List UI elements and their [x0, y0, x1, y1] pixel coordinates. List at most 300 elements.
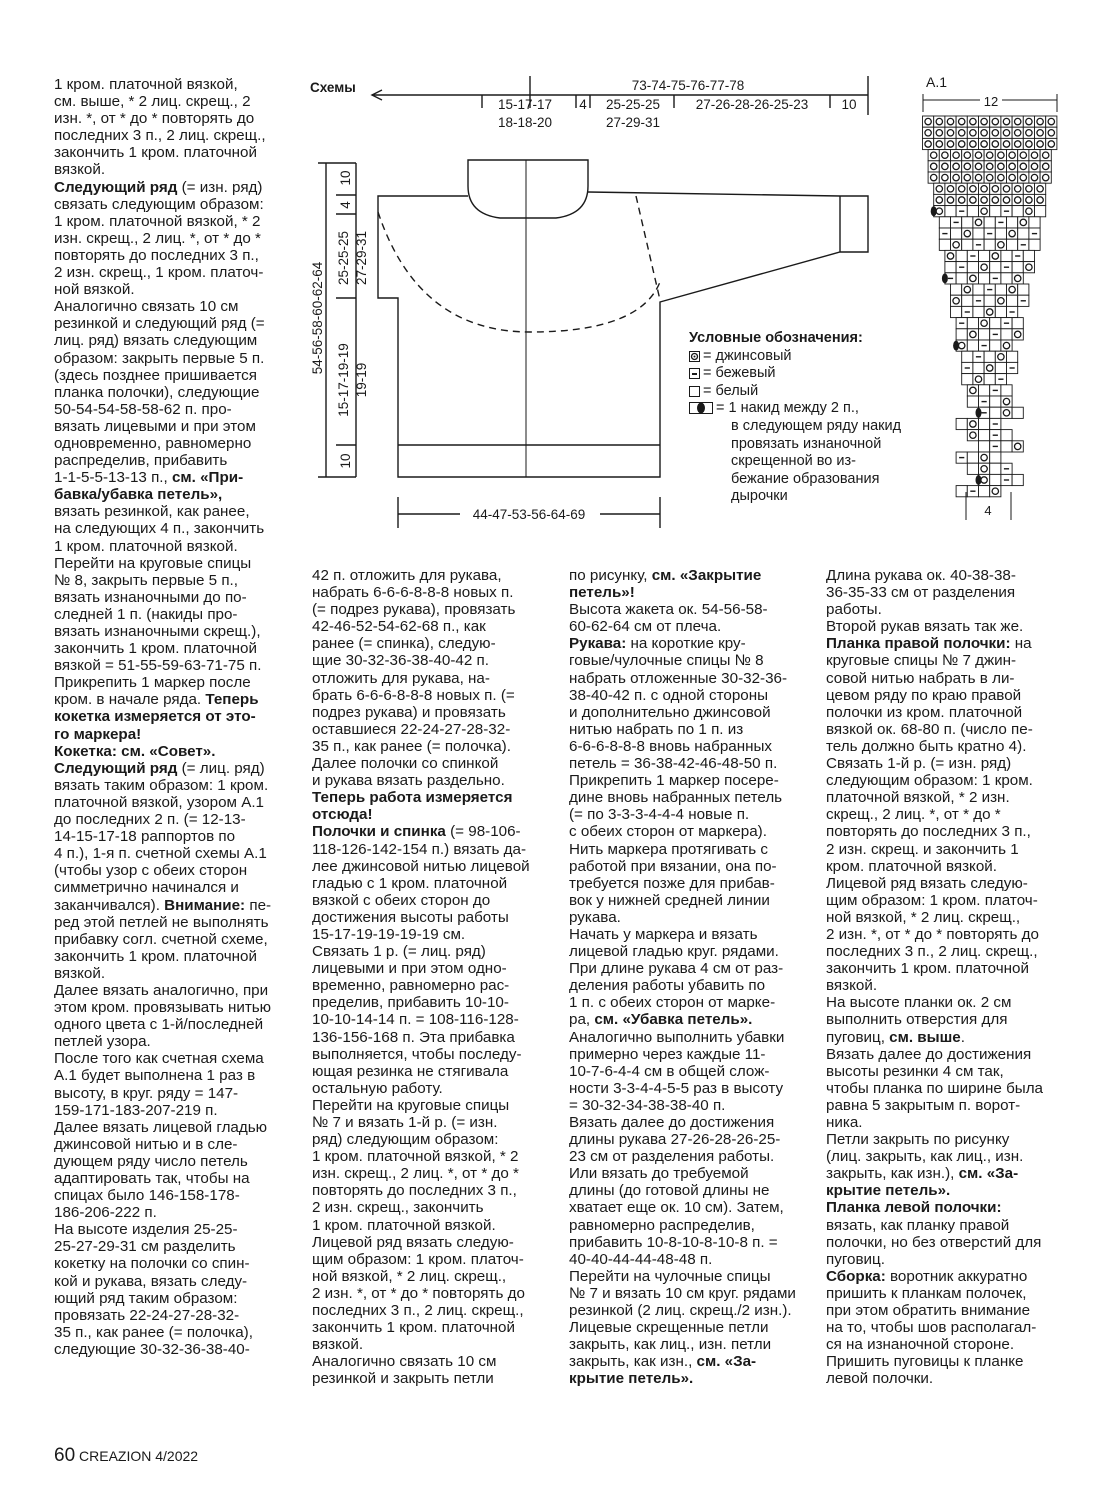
chart-cell: [967, 329, 978, 340]
text-line: одного цвета с 1-й/последней: [54, 1016, 264, 1034]
text-line: равна 5 закрытым п. ворот-: [826, 1096, 1021, 1114]
left-10-top-label: 10: [338, 170, 353, 186]
chart-cell: [951, 150, 962, 161]
text-line: петель»!: [569, 584, 635, 602]
text-line: Связать 1-й р. (= изн. ряд): [826, 755, 1012, 773]
chart-cell: [979, 452, 990, 463]
chart-cell: [995, 295, 1006, 306]
text-line: 25-27-29-31 см разделить: [54, 1238, 236, 1256]
seg-sleeve-label: 27-26-28-26-25-23: [695, 97, 809, 112]
text-line: следней 1 п. (накиды про-: [54, 605, 238, 623]
chart-cell: [984, 306, 995, 317]
chart-cell: [928, 172, 939, 183]
chart-cell: [923, 127, 934, 138]
chart-cell: [1023, 183, 1034, 194]
chart-cell: [973, 217, 984, 228]
text-line: 42-46-52-54-62-68 п., как: [312, 618, 486, 636]
text-line: резинкой и следующий ряд (=: [54, 315, 265, 333]
text-line: 10-10-14-14 п. = 108-116-128-: [312, 1011, 519, 1029]
chart-cell: [962, 374, 973, 385]
beige-stitch-mark: [998, 379, 1003, 380]
chart-cell: [1046, 127, 1057, 138]
chart-cell: [979, 486, 990, 497]
beige-stitch-mark: [998, 222, 1003, 223]
text-line: ющий ряд таким образом:: [54, 1289, 238, 1307]
chart-cell: [951, 306, 962, 317]
text-line: Аналогично выполнить убавки: [569, 1028, 785, 1046]
text-line: до последних 2 п. (= 12-13-: [54, 811, 246, 829]
text-line: кром. платочной вязкой.: [826, 857, 998, 875]
text-line: выполняется, чтобы последу-: [312, 1045, 522, 1063]
text-line: и рукава вязать раздельно.: [312, 772, 505, 790]
chart-cell: [1001, 329, 1012, 340]
beige-stitch-mark: [993, 390, 998, 391]
text-line: вязкой = 51-55-59-63-71-75 п.: [54, 657, 262, 675]
chart-cell: [934, 138, 945, 149]
chart-cell: [973, 172, 984, 183]
chart-cell: [1012, 138, 1023, 149]
text-line: одновременно, равномерно: [54, 434, 252, 452]
chart-cell: [962, 284, 973, 295]
chart-cell: [979, 194, 990, 205]
beige-stitch-mark: [993, 446, 998, 447]
text-line: прибавить 10-8-10-8-10-8 п. =: [569, 1233, 778, 1251]
chart-cell: [1001, 194, 1012, 205]
chart-cell: [979, 273, 990, 284]
text-line: платочной вязкой, * 2 изн.: [826, 789, 1010, 807]
chart-cell: [984, 351, 995, 362]
legend: [689, 330, 919, 506]
text-line: петель = 36-38-42-46-48-50 п.: [569, 755, 778, 773]
beige-stitch-mark: [965, 367, 970, 368]
text-line: Следующий ряд (= лиц. ряд): [54, 759, 265, 777]
chart-cell: [984, 161, 995, 172]
chart-cell: [1012, 474, 1023, 485]
chart-cell: [945, 127, 956, 138]
text-line: при этом обратить внимание: [826, 1302, 1031, 1320]
text-line: лее джинсовой нитью лицевой: [312, 857, 530, 875]
text-line: № 8, закрыть первые 5 п.,: [54, 571, 239, 589]
chart-cell: [1035, 138, 1046, 149]
text-line: Далее вязать аналогично, при: [54, 981, 269, 999]
chart-cell: [990, 194, 1001, 205]
chart-cell: [956, 194, 967, 205]
chart-cell: [979, 127, 990, 138]
chart-cell: [995, 228, 1006, 239]
chart-cell: [945, 116, 956, 127]
chart-cell: [973, 374, 984, 385]
chart-cell: [1001, 430, 1012, 441]
text-line: лиц. ряд) вязать следующим: [54, 332, 258, 350]
beige-stitch-mark: [1004, 468, 1009, 469]
text-line: оставшиеся 22-24-27-28-32-: [312, 720, 511, 738]
chart-cell: [1012, 206, 1023, 217]
beige-stitch-mark: [976, 356, 981, 357]
chart-cell: [967, 116, 978, 127]
text-line: вязкой с обеих сторон до: [312, 891, 491, 909]
text-line: высоту, в круг. ряду = 147-: [54, 1084, 239, 1102]
chart-cell: [1001, 396, 1012, 407]
text-line: закрыть, как изн.), см. «За-: [826, 1165, 1019, 1183]
chart-cell: [1023, 194, 1034, 205]
text-line: ной вязкой.: [54, 281, 135, 299]
text-line: левой полочки.: [826, 1370, 934, 1388]
chart-cell: [945, 138, 956, 149]
chart-cell: [984, 217, 995, 228]
chart-cell: [1012, 329, 1023, 340]
text-line: круговые спицы № 7 джин-: [826, 652, 1017, 670]
text-line: Аналогично связать 10 см: [312, 1353, 497, 1371]
text-line: (чтобы узор с обеих сторон: [54, 862, 248, 880]
chart-cell: [1029, 161, 1040, 172]
yarn-over-line: бежание образования: [731, 470, 880, 487]
chart-cell: [967, 138, 978, 149]
chart-cell: [1007, 161, 1018, 172]
chart-cell: [1012, 273, 1023, 284]
seg-4-label: 4: [579, 97, 587, 112]
text-line: 2 изн. скрещ., 1 кром. платоч-: [54, 264, 264, 282]
chart-cell: [1001, 138, 1012, 149]
left-yoke-label-2: 27-29-31: [354, 230, 369, 286]
chart-cell: [945, 183, 956, 194]
white-cell-icon: [689, 386, 700, 397]
text-line: изн. *, от * до * повторять до: [54, 110, 255, 128]
chart-cell: [1018, 172, 1029, 183]
bottom-width-label: 44-47-53-56-64-69: [472, 507, 586, 522]
chart-cell: [967, 273, 978, 284]
chart-cell: [1007, 351, 1018, 362]
chart-cell: [951, 172, 962, 183]
chart-cell: [939, 172, 950, 183]
text-line: отсюда!: [312, 806, 373, 824]
beige-stitch-mark: [959, 267, 964, 268]
text-line: петлей узора.: [54, 1033, 151, 1051]
text-line: щие 30-32-36-38-40-42 п.: [312, 652, 489, 670]
chart-cell: [984, 295, 995, 306]
chart-cell: [990, 127, 1001, 138]
beige-stitch-mark: [1004, 479, 1009, 480]
page-number: 60: [54, 1445, 76, 1466]
text-line: 1 кром. платочной вязкой, * 2: [312, 1148, 519, 1166]
text-line: изн. скрещ., 2 лиц. *, от * до *: [312, 1165, 519, 1183]
text-line: прибавку согл. счетной схеме,: [54, 930, 268, 948]
chart-cell: [923, 116, 934, 127]
left-10-bottom-label: 10: [338, 453, 353, 469]
beige-stitch-mark: [959, 211, 964, 212]
chart-cell: [979, 463, 990, 474]
chart-cell: [956, 418, 967, 429]
chart-cell: [956, 138, 967, 149]
chart-cell: [962, 239, 973, 250]
text-column-3: [569, 567, 807, 1388]
yarn-over-mark: [953, 341, 959, 351]
text-line: 2 изн. скрещ. и закончить 1: [826, 840, 1019, 858]
chart-cell: [990, 340, 1001, 351]
text-line: Начать у маркера и вязать: [569, 925, 758, 943]
beige-stitch-mark: [993, 435, 998, 436]
text-line: Перейти на круговые спицы: [312, 1096, 510, 1114]
chart-cell: [928, 161, 939, 172]
beige-stitch-mark: [976, 300, 981, 301]
chart-cell: [956, 250, 967, 261]
text-line: 4 п.), 1-я п. счетной схемы A.1: [54, 845, 267, 863]
magazine-issue: CREAZION 4/2022: [79, 1448, 199, 1464]
chart-cell: [995, 161, 1006, 172]
chart-cell: [973, 306, 984, 317]
chart-cell: [1040, 150, 1051, 161]
text-line: работой при вязании, она по-: [569, 857, 777, 875]
seg-body-label-1: 15-17-17: [497, 97, 553, 112]
text-line: кокетку на полочки со спин-: [54, 1255, 250, 1273]
text-line: достижения высоты работы: [312, 908, 509, 926]
text-line: пуговиц.: [826, 1250, 885, 1268]
chart-cell: [984, 362, 995, 373]
text-line: 1 кром. платочной вязкой.: [54, 537, 238, 555]
text-line: (лиц. закрыть, как лиц., изн.: [826, 1148, 1024, 1166]
beige-stitch-mark: [1021, 244, 1026, 245]
text-line: тель должно быть кратно 4).: [826, 737, 1027, 755]
text-line: A.1 будет выполнена 1 раз в: [54, 1067, 256, 1085]
chart-cell: [939, 161, 950, 172]
beige-stitch-mark: [993, 278, 998, 279]
text-line: остальную работу.: [312, 1079, 443, 1097]
text-line: полочки, но без отверстий для: [826, 1233, 1042, 1251]
chart-cell: [995, 351, 1006, 362]
chart-cell: [1012, 194, 1023, 205]
chart-cell: [1018, 228, 1029, 239]
chart-cell: [945, 262, 956, 273]
chart-cell: [928, 150, 939, 161]
text-line: работы.: [826, 601, 882, 619]
chart-a1-label: A.1: [926, 74, 948, 90]
chart-cell: [967, 127, 978, 138]
text-line: и дополнительно джинсовой: [569, 703, 771, 721]
beige-cell-icon: [689, 368, 700, 379]
chart-cell: [973, 161, 984, 172]
text-line: 1 кром. платочной вязкой,: [54, 76, 238, 93]
chart-cell: [939, 217, 950, 228]
text-line: 1 кром. платочной вязкой.: [312, 1216, 496, 1234]
text-line: пределив, прибавить 10-10-: [312, 994, 509, 1012]
chart-cell: [1007, 284, 1018, 295]
text-line: вязкой.: [54, 964, 106, 982]
text-line: 186-206-222 п.: [54, 1204, 157, 1222]
legend-item: = белый: [689, 383, 919, 401]
text-line: ряд) следующим образом:: [312, 1131, 499, 1149]
chart-cell: [1029, 217, 1040, 228]
text-line: кой и рукава, вязать следу-: [54, 1272, 248, 1290]
text-line: провязать 22-24-27-28-32-: [54, 1306, 240, 1324]
text-line: 159-171-183-207-219 п.: [54, 1101, 218, 1119]
text-line: длины (до готовой длины не: [569, 1182, 770, 1200]
chart-cell: [951, 161, 962, 172]
chart-cell: [939, 239, 950, 250]
text-line: требуется позже для прибав-: [569, 874, 775, 892]
text-line: Пришить пуговицы к планке: [826, 1353, 1024, 1371]
chart-cell: [1018, 161, 1029, 172]
chart-cell: [1001, 183, 1012, 194]
text-line: вязать, как планку правой: [826, 1216, 1010, 1234]
chart-cell: [973, 362, 984, 373]
yarn-over-mark: [976, 475, 982, 485]
text-line: На высоте изделия 25-25-: [54, 1221, 238, 1239]
beige-stitch-mark: [1004, 267, 1009, 268]
text-line: на следующих 4 п., закончить: [54, 520, 265, 538]
chart-cell: [995, 284, 1006, 295]
chart-cell: [1023, 262, 1034, 273]
chart-cell: [962, 161, 973, 172]
chart-cell: [995, 306, 1006, 317]
text-line: примерно через каждые 11-: [569, 1045, 766, 1063]
beige-stitch-mark: [1032, 233, 1037, 234]
chart-a1: [915, 92, 1065, 527]
chart-cell: [1001, 250, 1012, 261]
text-line: Перейти на чулочные спицы: [569, 1267, 771, 1285]
text-line: Вязать далее до достижения: [826, 1045, 1032, 1063]
beige-stitch-mark: [1004, 323, 1009, 324]
chart-cell: [967, 452, 978, 463]
text-line: ной вязкой, * 2 лиц. скрещ.,: [826, 908, 1021, 926]
beige-stitch-mark: [982, 345, 987, 346]
yarn-over-line: в следующем ряду накид: [731, 417, 902, 434]
chart-cell: [990, 116, 1001, 127]
text-line: закончить 1 кром. платочной: [826, 960, 1029, 978]
beige-stitch-mark: [948, 278, 953, 279]
chart-cell: [1012, 183, 1023, 194]
beige-stitch-mark: [987, 233, 992, 234]
chart-cell: [1029, 239, 1040, 250]
chart-cell: [979, 318, 990, 329]
text-line: Связать 1 р. (= лиц. ряд): [312, 943, 486, 961]
chart-cell: [1023, 116, 1034, 127]
chart-cell: [995, 362, 1006, 373]
text-line: повторять до последних 3 п.,: [312, 1182, 517, 1200]
chart-cell: [951, 284, 962, 295]
chart-cell: [1007, 228, 1018, 239]
text-line: ющая резинка не стягивала: [312, 1062, 509, 1080]
chart-cell: [990, 463, 1001, 474]
yarn-over-icon: [689, 402, 713, 414]
text-line: крытие петель».: [569, 1370, 694, 1388]
text-line: высоты резинки 4 см так,: [826, 1062, 1004, 1080]
chart-cell: [967, 418, 978, 429]
chart-cell: [1029, 150, 1040, 161]
text-line: пришить к планкам полочек,: [826, 1284, 1027, 1302]
seg-yoke-label-2: 27-29-31: [605, 115, 661, 130]
chart-cell: [979, 262, 990, 273]
chart-cell: [951, 295, 962, 306]
text-line: кокетка измеряется от это-: [54, 708, 256, 726]
text-line: Петли закрыть по рисунку: [826, 1131, 1010, 1149]
chart-cell: [1012, 116, 1023, 127]
chart-cell: [1012, 318, 1023, 329]
chart-cell: [984, 374, 995, 385]
text-line: хватает еще ок. 10 см). Затем,: [569, 1199, 784, 1217]
text-line: рукава.: [569, 908, 621, 926]
left-body-label-1: 15-17-19-19: [336, 343, 351, 417]
text-line: 60-62-64 см от плеча.: [569, 618, 722, 636]
text-line: Планка левой полочки:: [826, 1199, 1002, 1217]
chart-cell: [934, 183, 945, 194]
chart-cell: [945, 194, 956, 205]
text-line: щим образом: 1 кром. платоч-: [312, 1250, 524, 1268]
text-line: = 30-32-34-38-38-40 п.: [569, 1096, 726, 1114]
text-line: ся на изнаночной стороне.: [826, 1336, 1015, 1354]
text-line: равномерно распределив,: [569, 1216, 755, 1234]
text-line: 136-156-168 п. Эта прибавка: [312, 1028, 515, 1046]
text-line: № 7 и вязать 10 см круг. рядами: [569, 1284, 796, 1302]
chart-cell: [973, 150, 984, 161]
chart-cell: [990, 474, 1001, 485]
text-line: набрать отложенные 30-32-36-: [569, 669, 788, 687]
chart-cell: [962, 150, 973, 161]
text-line: повторять до последних 3 п.,: [54, 246, 259, 264]
chart-cell: [1046, 116, 1057, 127]
text-line: (здесь позднее пришивается: [54, 366, 257, 384]
text-line: ра, см. «Убавка петель».: [569, 1011, 753, 1029]
chart-cell: [945, 206, 956, 217]
chart-cell: [1001, 340, 1012, 351]
seg-yoke-label-1: 25-25-25: [605, 97, 661, 112]
beige-stitch-mark: [987, 289, 992, 290]
text-line: джинсовой нитью и в сле-: [54, 1135, 238, 1153]
text-line: заканчивался). Внимание: пе-: [54, 896, 272, 914]
text-line: 42 п. отложить для рукава,: [312, 567, 502, 584]
text-line: деления работы убавить по: [569, 977, 766, 995]
chart-cell: [990, 407, 1001, 418]
text-line: бавка/убавка петель»,: [54, 486, 223, 504]
chart-cell: [1029, 172, 1040, 183]
chart-cell: [1046, 138, 1057, 149]
text-line: образом: закрыть первые 5 п.: [54, 349, 265, 367]
text-line: 10-7-6-4-4 см в общей слож-: [569, 1062, 770, 1080]
text-line: (= подрез рукава), провязать: [312, 601, 516, 619]
yarn-over-line: провязать изнаночной: [731, 435, 882, 452]
denim-cell-icon: [689, 351, 700, 362]
text-line: брать 6-6-6-8-8-8 новых п. (=: [312, 686, 515, 704]
chart-cell: [962, 217, 973, 228]
beige-stitch-mark: [982, 412, 987, 413]
chart-cell: [956, 183, 967, 194]
text-line: 1-1-5-5-13-13 п., см. «При-: [54, 469, 244, 487]
chart-cell: [1007, 239, 1018, 250]
beige-stitch-mark: [1010, 367, 1015, 368]
text-line: закончить 1 кром. платочной: [54, 640, 257, 658]
chart-cell: [1035, 194, 1046, 205]
text-line: щим образом: 1 кром. платоч-: [826, 891, 1038, 909]
beige-stitch-mark: [970, 255, 975, 256]
text-line: Следующий ряд (= изн. ряд): [54, 178, 263, 196]
chart-cell: [979, 441, 990, 452]
chart-cell: [1007, 217, 1018, 228]
left-yoke-label-1: 25-25-25: [336, 230, 351, 286]
chart-cell: [923, 138, 934, 149]
chart-cell: [990, 183, 1001, 194]
diagram-title: Схемы: [310, 80, 356, 95]
yarn-over-line: дырочки: [731, 488, 788, 505]
beige-stitch-mark: [1021, 300, 1026, 301]
text-line: Рукава: на короткие кру-: [569, 635, 746, 653]
page-footer: [54, 1445, 198, 1467]
chart-cell: [1007, 295, 1018, 306]
chart-cell: [984, 172, 995, 183]
chart-cell: [1035, 127, 1046, 138]
text-line: резинкой и закрыть петли: [312, 1370, 494, 1388]
text-line: закрыть, как изн., см. «За-: [569, 1353, 757, 1371]
text-line: 36-35-33 см от разделения: [826, 584, 1016, 602]
text-line: Планка правой полочки: на: [826, 635, 1032, 653]
text-line: 40-40-44-44-48-48 п.: [569, 1250, 713, 1268]
